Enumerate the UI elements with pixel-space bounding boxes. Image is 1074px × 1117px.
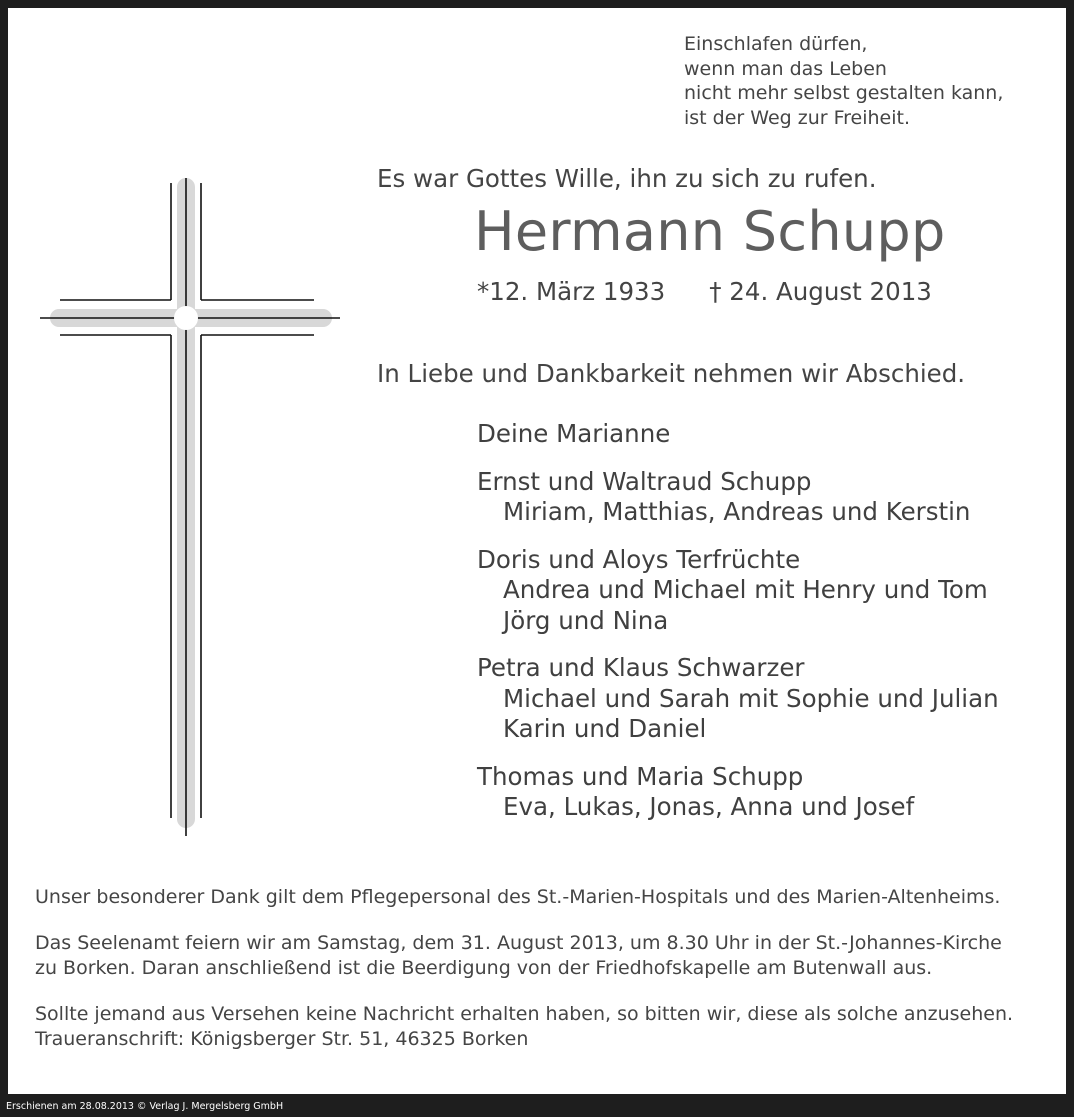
- publication-caption: Erschienen am 28.08.2013 © Verlag J. Mergelsberg GmbH: [6, 1101, 284, 1112]
- thanks-paragraph: Unser besonderer Dank gilt dem Pflegepersonal des St.-Marien-Hospitals und des Marien-Altenheims.: [35, 886, 1001, 908]
- notice-line: Sollte jemand aus Versehen keine Nachricht erhalten haben, so bitten wir, diese als solche anzusehen.: [35, 1003, 1014, 1025]
- cross-icon: [38, 178, 343, 838]
- address-line: Traueranschrift: Königsberger Str. 51, 46325 Borken: [35, 1028, 529, 1050]
- service-paragraph: [35, 931, 1013, 981]
- farewell-text: In Liebe und Dankbarkeit nehmen wir Abschied.: [377, 359, 966, 388]
- mourner-group: [477, 762, 999, 823]
- verse-line: Einschlafen dürfen,: [684, 33, 868, 55]
- service-line: Das Seelenamt feiern wir am Samstag, dem 31. August 2013, um 8.30 Uhr in der St.-Johannes-Kirche: [35, 932, 1002, 954]
- mourner-head: Petra und Klaus Schwarzer: [477, 653, 805, 682]
- mourner-group: [477, 419, 999, 450]
- mourner-sub: Michael und Sarah mit Sophie und Julian: [503, 683, 999, 713]
- obituary-card: [8, 8, 1066, 1094]
- verse: [684, 32, 1003, 130]
- mourner-head: Thomas und Maria Schupp: [477, 761, 804, 791]
- mourner-head: Doris und Aloys Terfrüchte: [477, 544, 801, 574]
- service-line: zu Borken. Daran anschließend ist die Beerdigung von der Friedhofskapelle am Butenwall aus.: [35, 957, 933, 979]
- mourner-sub: Jörg und Nina: [503, 605, 669, 635]
- notice-paragraph: [35, 1002, 1013, 1052]
- verse-line: wenn man das Leben: [684, 57, 887, 80]
- verse-line: ist der Weg zur Freiheit.: [684, 106, 911, 129]
- mourners-list: [477, 419, 999, 840]
- deceased-name: Hermann Schupp: [474, 200, 946, 263]
- mourner-sub: Eva, Lukas, Jonas, Anna und Josef: [503, 792, 915, 821]
- verse-line: nicht mehr selbst gestalten kann,: [684, 82, 1004, 104]
- footer-text: [35, 885, 1013, 1073]
- mourner-sub: Andrea und Michael mit Henry und Tom: [503, 575, 988, 604]
- intro-text: Es war Gottes Wille, ihn zu sich zu rufen.: [377, 164, 877, 193]
- mourner-group: [477, 545, 999, 637]
- death-date: † 24. August 2013: [709, 277, 932, 306]
- life-dates: [477, 277, 932, 306]
- mourner-head: Deine Marianne: [477, 419, 671, 448]
- mourner-sub: Karin und Daniel: [503, 714, 707, 743]
- mourner-sub: Miriam, Matthias, Andreas und Kerstin: [503, 497, 971, 526]
- mourner-head: Ernst und Waltraud Schupp: [477, 466, 812, 496]
- birth-date: *12. März 1933: [477, 277, 666, 306]
- mourner-group: [477, 467, 999, 528]
- mourner-group: [477, 653, 999, 745]
